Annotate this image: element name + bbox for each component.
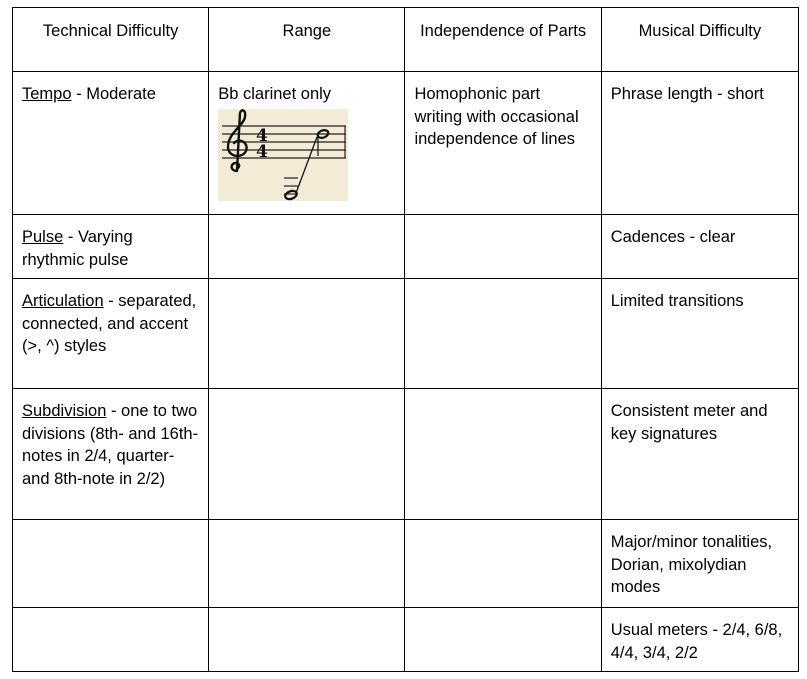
musical-cell: Limited transitions (601, 279, 798, 389)
table-row (13, 215, 799, 279)
header-technical-difficulty: Technical Difficulty (13, 8, 209, 72)
technical-cell (13, 279, 209, 389)
independence-cell (405, 215, 601, 279)
range-text: Bb clarinet only (218, 85, 332, 103)
technical-detail: - separated, connected, and accent (>, ^) styles (22, 292, 197, 356)
treble-clef-icon (228, 110, 247, 171)
svg-text:4: 4 (256, 125, 269, 146)
range-cell (209, 72, 405, 215)
musical-cell: Consistent meter and key signatures (601, 389, 798, 520)
header-musical-difficulty: Musical Difficulty (601, 8, 798, 72)
independence-cell (405, 279, 601, 389)
technical-term: Articulation (22, 292, 104, 310)
range-staff-figure (218, 109, 348, 201)
range-cell (209, 608, 405, 672)
technical-cell (13, 215, 209, 279)
technical-cell (13, 520, 209, 608)
header-range: Range (209, 8, 405, 72)
technical-cell (13, 608, 209, 672)
table-row (13, 279, 799, 389)
difficulty-table (12, 7, 799, 672)
independence-cell (405, 608, 601, 672)
technical-cell (13, 389, 209, 520)
header-independence-of-parts: Independence of Parts (405, 8, 601, 72)
range-cell (209, 520, 405, 608)
musical-cell: Major/minor tonalities, Dorian, mixolydian modes (601, 520, 798, 608)
table-row (13, 389, 799, 520)
musical-cell: Phrase length - short (601, 72, 798, 215)
technical-cell (13, 72, 209, 215)
musical-cell: Cadences - clear (601, 215, 798, 279)
table-row (13, 72, 799, 215)
technical-detail: - Varying rhythmic pulse (22, 228, 133, 269)
technical-detail: - Moderate (71, 85, 156, 103)
technical-term: Tempo (22, 85, 72, 103)
musical-cell: Usual meters - 2/4, 6/8, 4/4, 3/4, 2/2 (601, 608, 798, 672)
independence-cell: Homophonic part writing with occasional independence of lines (405, 72, 601, 215)
technical-term: Pulse (22, 228, 64, 246)
independence-cell (405, 520, 601, 608)
independence-cell (405, 389, 601, 520)
technical-detail: - one to two divisions (8th- and 16th- notes in 2/4, quarter- and 8th-note in 2/2) (22, 402, 199, 488)
range-cell (209, 279, 405, 389)
header-row (13, 8, 799, 72)
time-signature (256, 126, 268, 162)
technical-term: Subdivision (22, 402, 107, 420)
svg-text:4: 4 (256, 141, 269, 162)
table-row (13, 608, 799, 672)
range-cell (209, 389, 405, 520)
low-note-icon (284, 189, 298, 200)
table-row (13, 520, 799, 608)
range-cell (209, 215, 405, 279)
